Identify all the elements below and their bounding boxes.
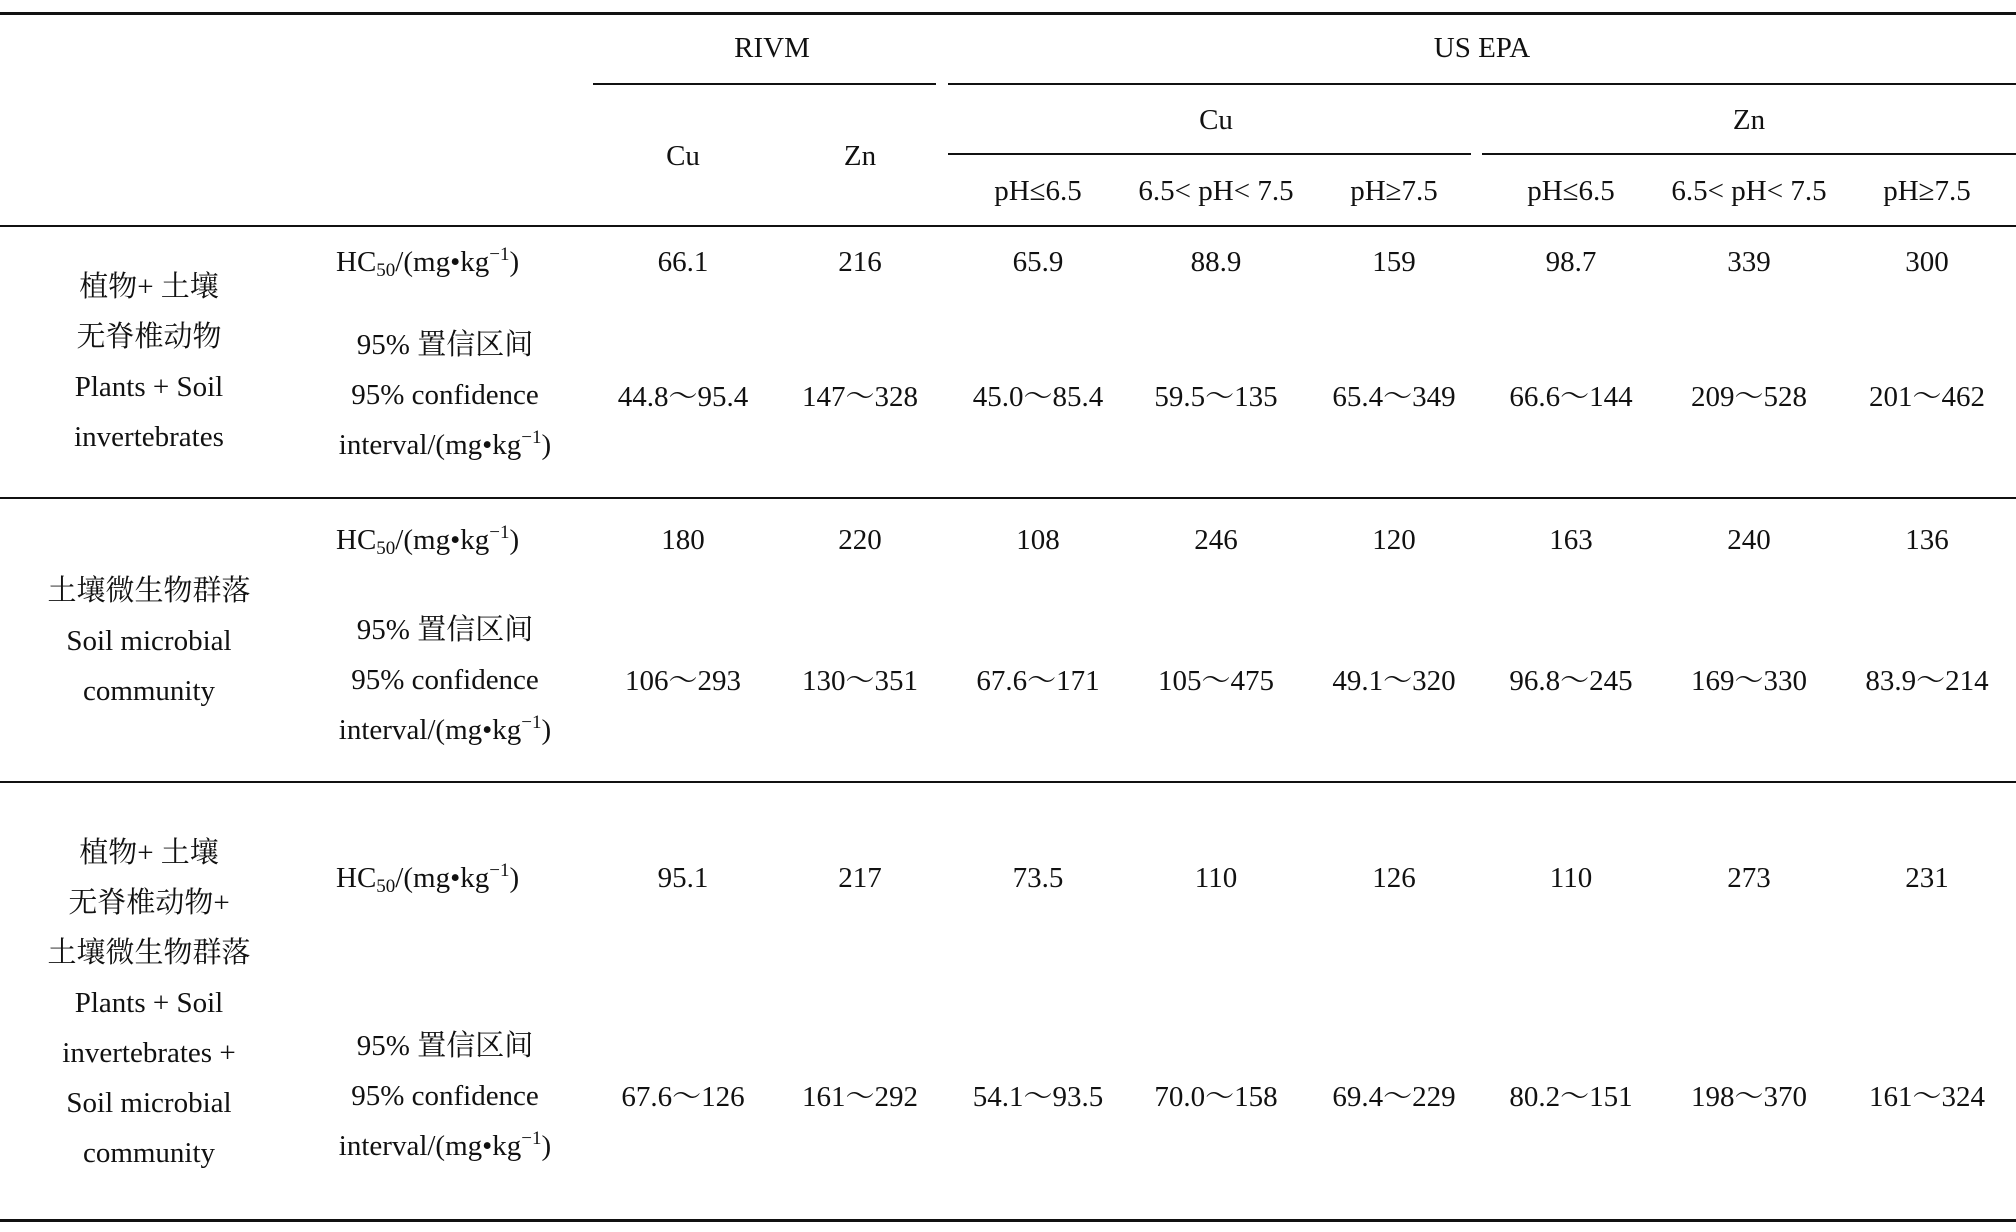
group2-ci-cell: 105～475 bbox=[1157, 665, 1275, 697]
group3-ci-cell: 198～370 bbox=[1690, 1081, 1808, 1113]
group2-bottom-rule bbox=[0, 781, 2016, 783]
usepa-rule bbox=[948, 83, 2016, 85]
group1-hc50-label: $HC_{50}/(mg•kg^{-1})$ bbox=[336, 244, 520, 281]
group1-ci-cell: 66.6～144 bbox=[1509, 381, 1633, 413]
group1-hc50-cell: 216 bbox=[838, 246, 882, 278]
group2-ci-cell: 169～330 bbox=[1690, 665, 1808, 697]
header-ph-col7: 6.5< pH< 7.5 bbox=[1671, 175, 1827, 207]
group1-hc50-cell: 65.9 bbox=[1012, 246, 1064, 278]
group2-ci-cell: 96.8～245 bbox=[1509, 665, 1633, 697]
group1-hc50-cell: 339 bbox=[1727, 246, 1771, 278]
group2-hc50-cell: 136 bbox=[1905, 524, 1949, 556]
group3-ci-label: 95% 置信区间 95% confidence interval/$(mg•kg^{-1})$ bbox=[338, 1030, 552, 1162]
group1-ci-cell: 44.8～95.4 bbox=[617, 381, 749, 413]
group2-ci-cell: 130～351 bbox=[801, 665, 919, 697]
header-bottom-rule bbox=[0, 225, 2016, 227]
group2-hc50-cell: 120 bbox=[1372, 524, 1416, 556]
group3-hc50-cell: 126 bbox=[1372, 862, 1416, 894]
group1-hc50-cell: 98.7 bbox=[1545, 246, 1597, 278]
group3-ci-cell: 69.4～229 bbox=[1332, 1081, 1456, 1113]
group2-hc50-cell: 240 bbox=[1727, 524, 1771, 556]
header-rivm-zn: Zn bbox=[843, 140, 877, 172]
group2-label-line: 土壤微生物群落 bbox=[47, 575, 251, 607]
group1-ci-cell: 147～328 bbox=[801, 381, 919, 413]
group1-ci-cell: 201～462 bbox=[1868, 381, 1986, 413]
group3-hc50-label: $HC_{50}/(mg•kg^{-1})$ bbox=[336, 860, 520, 897]
group3-label-line: Soil microbial bbox=[66, 1087, 232, 1119]
group3-hc50-cell: 273 bbox=[1727, 862, 1771, 894]
group2-hc50-cell: 180 bbox=[661, 524, 705, 556]
group3-ci-cell: 70.0～158 bbox=[1154, 1081, 1278, 1113]
group1-hc50-cell: 66.1 bbox=[657, 246, 709, 278]
group2-ci-cell: 83.9～214 bbox=[1865, 665, 1989, 697]
group3-label-line: 无脊椎动物+ bbox=[68, 887, 230, 919]
group1-ci-cell: 209～528 bbox=[1690, 381, 1808, 413]
group2-ci-label: 95% 置信区间 95% confidence interval/$(mg•kg^{-1})$ bbox=[338, 614, 552, 746]
header-rivm: RIVM bbox=[734, 32, 810, 64]
group3-label-line: 土壤微生物群落 bbox=[47, 937, 251, 969]
group3-label-line: 植物+ 土壤 bbox=[79, 837, 219, 869]
group3-hc50-cell: 110 bbox=[1549, 862, 1593, 894]
group1-hc50-cell: 300 bbox=[1905, 246, 1949, 278]
header-rivm-cu: Cu bbox=[666, 140, 700, 172]
group3-hc50-cell: 231 bbox=[1905, 862, 1949, 894]
group1-hc50-cell: 159 bbox=[1372, 246, 1416, 278]
group2-label-line: community bbox=[82, 675, 216, 707]
group1-bottom-rule bbox=[0, 497, 2016, 499]
group2-hc50-cell: 246 bbox=[1194, 524, 1238, 556]
group2-ci-cell: 67.6～171 bbox=[976, 665, 1100, 697]
group3-ci-cell: 80.2～151 bbox=[1509, 1081, 1633, 1113]
header-epa-cu: Cu bbox=[1199, 104, 1233, 136]
header-ph-col6: pH≤6.5 bbox=[1527, 175, 1615, 207]
group1-label bbox=[74, 262, 224, 462]
group2-hc50-cell: 163 bbox=[1549, 524, 1593, 556]
header-epa-zn: Zn bbox=[1732, 104, 1766, 136]
header-ph-col5: pH≥7.5 bbox=[1350, 175, 1438, 207]
group1-ci-cell: 65.4～349 bbox=[1332, 381, 1456, 413]
group2-hc50-cell: 108 bbox=[1016, 524, 1060, 556]
epa-cu-rule bbox=[948, 153, 1471, 155]
group1-label-line: 无脊椎动物 bbox=[76, 321, 222, 353]
group3-ci-cell: 161～324 bbox=[1868, 1081, 1986, 1113]
group3-hc50-cell: 73.5 bbox=[1012, 862, 1064, 894]
bottom-rule bbox=[0, 1219, 2016, 1222]
group3-ci-cell: 67.6～126 bbox=[621, 1081, 745, 1113]
header-usepa: US EPA bbox=[1433, 32, 1531, 64]
rivm-rule bbox=[593, 83, 936, 85]
group3-ci-cell: 54.1～93.5 bbox=[972, 1081, 1104, 1113]
group1-label-line: invertebrates bbox=[74, 421, 224, 453]
group3-label-line: invertebrates + bbox=[62, 1037, 236, 1069]
group1-label-line: Plants + Soil bbox=[74, 371, 224, 403]
group3-label-line: Plants + Soil bbox=[74, 987, 224, 1019]
header-ph-col3: pH≤6.5 bbox=[994, 175, 1082, 207]
group3-ci-cell: 161～292 bbox=[801, 1081, 919, 1113]
group1-ci-cell: 45.0～85.4 bbox=[972, 381, 1104, 413]
group2-label bbox=[47, 566, 250, 716]
group1-ci-cell: 59.5～135 bbox=[1154, 381, 1278, 413]
epa-zn-rule bbox=[1482, 153, 2016, 155]
group2-label-line: Soil microbial bbox=[66, 625, 232, 657]
header-ph-col8: pH≥7.5 bbox=[1883, 175, 1971, 207]
group1-hc50-cell: 88.9 bbox=[1190, 246, 1242, 278]
group2-hc50-label: $HC_{50}/(mg•kg^{-1})$ bbox=[336, 522, 520, 559]
group3-hc50-cell: 95.1 bbox=[657, 862, 709, 894]
group2-ci-cell: 49.1～320 bbox=[1332, 665, 1456, 697]
group2-hc50-cell: 220 bbox=[838, 524, 882, 556]
group3-label-line: community bbox=[82, 1137, 216, 1169]
top-rule bbox=[0, 12, 2016, 15]
group1-ci-label: 95% 置信区间 95% confidence interval/$(mg•kg^{-1})$ bbox=[338, 329, 552, 461]
group1-label-line: 植物+ 土壤 bbox=[79, 271, 219, 303]
group2-ci-cell: 106～293 bbox=[624, 665, 742, 697]
group3-hc50-cell: 110 bbox=[1194, 862, 1238, 894]
group3-label bbox=[47, 828, 250, 1178]
group3-hc50-cell: 217 bbox=[838, 862, 882, 894]
header-ph-col4: 6.5< pH< 7.5 bbox=[1138, 175, 1294, 207]
